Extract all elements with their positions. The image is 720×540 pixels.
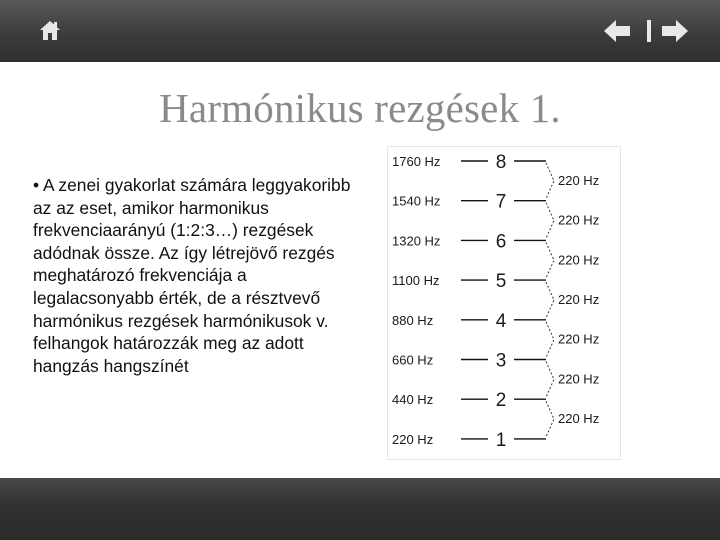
interval-label: 220 Hz [558, 331, 600, 347]
harmonics-svg [388, 147, 620, 459]
arrow-right-icon[interactable] [662, 20, 688, 42]
arrow-left-icon[interactable] [604, 20, 630, 42]
interval-bracket [546, 242, 554, 278]
harmonic-frequency-label: 220 Hz [392, 431, 434, 447]
harmonic-number: 6 [495, 231, 507, 253]
harmonic-frequency-label: 1100 Hz [392, 273, 440, 289]
harmonic-frequency-label: 440 Hz [392, 392, 434, 408]
interval-bracket [546, 362, 554, 398]
interval-bracket [546, 163, 554, 199]
harmonic-number: 2 [495, 390, 507, 412]
bullet-text: • A zenei gyakorlat számára leggyakoribb az az eset, amikor harmonikus frekvenciaarányú (1:2:3…) rezgések adódnak össze. Az így létrejövő rezgés meghatározó frekvenciája a legalacsonyabb érték, de a résztvevő harmónikus rezgések harmónikusok v. felhangok határozzák meg az adott hangzás hangszínét [33, 175, 351, 376]
harmonic-number: 1 [495, 429, 507, 451]
interval-bracket [546, 401, 554, 437]
harmonic-number: 3 [495, 350, 507, 372]
slide-title: Harmónikus rezgések 1. [159, 85, 561, 131]
interval-label: 220 Hz [558, 212, 600, 228]
nav-separator [647, 20, 651, 42]
bottom-bar [0, 478, 720, 540]
harmonic-frequency-label: 660 Hz [392, 352, 434, 368]
harmonic-number: 7 [495, 191, 507, 213]
interval-bracket [546, 322, 554, 358]
harmonic-number: 5 [495, 271, 507, 293]
harmonics-diagram [387, 146, 621, 460]
interval-bracket [546, 203, 554, 239]
harmonic-number: 4 [495, 310, 507, 332]
interval-label: 220 Hz [558, 291, 600, 307]
interval-label: 220 Hz [558, 172, 600, 188]
interval-bracket [546, 282, 554, 318]
harmonic-frequency-label: 1540 Hz [392, 193, 441, 209]
harmonic-frequency-label: 1760 Hz [392, 154, 441, 169]
harmonic-number: 8 [495, 152, 507, 173]
home-icon[interactable] [38, 18, 62, 42]
top-toolbar [0, 0, 720, 62]
harmonic-frequency-label: 1320 Hz [392, 233, 441, 249]
interval-label: 220 Hz [558, 371, 600, 387]
interval-label: 220 Hz [558, 252, 600, 268]
harmonic-frequency-label: 880 Hz [392, 312, 434, 328]
interval-label: 220 Hz [558, 411, 600, 427]
